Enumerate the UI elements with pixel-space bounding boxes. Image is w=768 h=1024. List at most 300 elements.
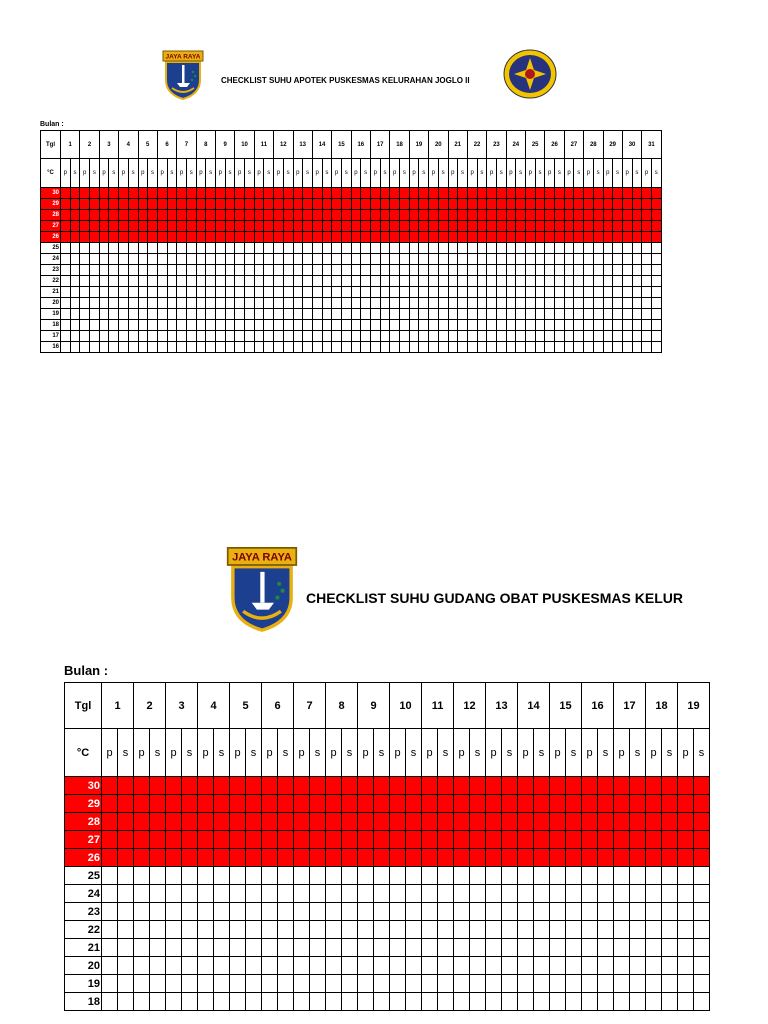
- check-cell[interactable]: [390, 221, 400, 232]
- check-cell[interactable]: [138, 254, 148, 265]
- check-cell[interactable]: [518, 903, 534, 921]
- check-cell[interactable]: [526, 276, 536, 287]
- check-cell[interactable]: [128, 221, 138, 232]
- check-cell[interactable]: [438, 849, 454, 867]
- check-cell[interactable]: [642, 243, 652, 254]
- check-cell[interactable]: [458, 331, 468, 342]
- check-cell[interactable]: [312, 265, 322, 276]
- check-cell[interactable]: [80, 331, 90, 342]
- check-cell[interactable]: [496, 342, 506, 353]
- check-cell[interactable]: [109, 232, 119, 243]
- check-cell[interactable]: [157, 342, 167, 353]
- check-cell[interactable]: [566, 939, 582, 957]
- check-cell[interactable]: [246, 849, 262, 867]
- check-cell[interactable]: [148, 331, 158, 342]
- check-cell[interactable]: [246, 957, 262, 975]
- check-cell[interactable]: [584, 210, 594, 221]
- check-cell[interactable]: [535, 287, 545, 298]
- check-cell[interactable]: [678, 813, 694, 831]
- check-cell[interactable]: [448, 243, 458, 254]
- check-cell[interactable]: [109, 254, 119, 265]
- check-cell[interactable]: [614, 903, 630, 921]
- check-cell[interactable]: [564, 243, 574, 254]
- check-cell[interactable]: [90, 320, 100, 331]
- check-cell[interactable]: [630, 993, 646, 1011]
- check-cell[interactable]: [128, 309, 138, 320]
- check-cell[interactable]: [506, 287, 516, 298]
- check-cell[interactable]: [138, 331, 148, 342]
- check-cell[interactable]: [148, 265, 158, 276]
- check-cell[interactable]: [90, 221, 100, 232]
- check-cell[interactable]: [351, 210, 361, 221]
- check-cell[interactable]: [438, 298, 448, 309]
- check-cell[interactable]: [486, 939, 502, 957]
- check-cell[interactable]: [622, 199, 632, 210]
- check-cell[interactable]: [90, 287, 100, 298]
- check-cell[interactable]: [419, 243, 429, 254]
- check-cell[interactable]: [458, 287, 468, 298]
- check-cell[interactable]: [678, 777, 694, 795]
- check-cell[interactable]: [603, 287, 613, 298]
- check-cell[interactable]: [574, 232, 584, 243]
- check-cell[interactable]: [294, 885, 310, 903]
- check-cell[interactable]: [278, 975, 294, 993]
- check-cell[interactable]: [186, 331, 196, 342]
- check-cell[interactable]: [118, 777, 134, 795]
- check-cell[interactable]: [630, 939, 646, 957]
- check-cell[interactable]: [614, 885, 630, 903]
- check-cell[interactable]: [332, 276, 342, 287]
- check-cell[interactable]: [371, 210, 381, 221]
- check-cell[interactable]: [487, 199, 497, 210]
- check-cell[interactable]: [278, 813, 294, 831]
- check-cell[interactable]: [646, 975, 662, 993]
- check-cell[interactable]: [422, 777, 438, 795]
- check-cell[interactable]: [438, 188, 448, 199]
- check-cell[interactable]: [622, 309, 632, 320]
- check-cell[interactable]: [555, 298, 565, 309]
- check-cell[interactable]: [157, 320, 167, 331]
- check-cell[interactable]: [380, 232, 390, 243]
- check-cell[interactable]: [486, 993, 502, 1011]
- check-cell[interactable]: [662, 921, 678, 939]
- check-cell[interactable]: [138, 188, 148, 199]
- check-cell[interactable]: [138, 320, 148, 331]
- check-cell[interactable]: [502, 993, 518, 1011]
- check-cell[interactable]: [278, 921, 294, 939]
- check-cell[interactable]: [332, 199, 342, 210]
- check-cell[interactable]: [550, 993, 566, 1011]
- check-cell[interactable]: [632, 276, 642, 287]
- check-cell[interactable]: [177, 188, 187, 199]
- check-cell[interactable]: [574, 199, 584, 210]
- check-cell[interactable]: [225, 298, 235, 309]
- check-cell[interactable]: [150, 993, 166, 1011]
- check-cell[interactable]: [535, 199, 545, 210]
- check-cell[interactable]: [390, 957, 406, 975]
- check-cell[interactable]: [119, 331, 129, 342]
- check-cell[interactable]: [574, 243, 584, 254]
- check-cell[interactable]: [102, 921, 118, 939]
- check-cell[interactable]: [128, 243, 138, 254]
- check-cell[interactable]: [496, 243, 506, 254]
- check-cell[interactable]: [128, 265, 138, 276]
- check-cell[interactable]: [526, 254, 536, 265]
- check-cell[interactable]: [119, 342, 129, 353]
- check-cell[interactable]: [225, 210, 235, 221]
- check-cell[interactable]: [371, 309, 381, 320]
- check-cell[interactable]: [167, 287, 177, 298]
- check-cell[interactable]: [380, 320, 390, 331]
- check-cell[interactable]: [603, 342, 613, 353]
- check-cell[interactable]: [496, 188, 506, 199]
- check-cell[interactable]: [102, 903, 118, 921]
- check-cell[interactable]: [651, 221, 661, 232]
- check-cell[interactable]: [613, 243, 623, 254]
- check-cell[interactable]: [487, 320, 497, 331]
- check-cell[interactable]: [283, 331, 293, 342]
- check-cell[interactable]: [332, 320, 342, 331]
- check-cell[interactable]: [502, 777, 518, 795]
- check-cell[interactable]: [448, 342, 458, 353]
- check-cell[interactable]: [214, 957, 230, 975]
- check-cell[interactable]: [429, 254, 439, 265]
- check-cell[interactable]: [138, 199, 148, 210]
- check-cell[interactable]: [448, 298, 458, 309]
- check-cell[interactable]: [312, 254, 322, 265]
- check-cell[interactable]: [622, 298, 632, 309]
- check-cell[interactable]: [593, 309, 603, 320]
- check-cell[interactable]: [380, 309, 390, 320]
- check-cell[interactable]: [150, 795, 166, 813]
- check-cell[interactable]: [274, 254, 284, 265]
- check-cell[interactable]: [206, 254, 216, 265]
- check-cell[interactable]: [303, 331, 313, 342]
- check-cell[interactable]: [254, 276, 264, 287]
- check-cell[interactable]: [518, 777, 534, 795]
- check-cell[interactable]: [246, 867, 262, 885]
- check-cell[interactable]: [61, 265, 71, 276]
- check-cell[interactable]: [518, 795, 534, 813]
- check-cell[interactable]: [371, 331, 381, 342]
- check-cell[interactable]: [470, 921, 486, 939]
- check-cell[interactable]: [230, 993, 246, 1011]
- check-cell[interactable]: [186, 243, 196, 254]
- check-cell[interactable]: [303, 309, 313, 320]
- check-cell[interactable]: [400, 232, 410, 243]
- check-cell[interactable]: [80, 298, 90, 309]
- check-cell[interactable]: [186, 276, 196, 287]
- check-cell[interactable]: [390, 903, 406, 921]
- check-cell[interactable]: [584, 188, 594, 199]
- check-cell[interactable]: [694, 957, 710, 975]
- check-cell[interactable]: [487, 265, 497, 276]
- check-cell[interactable]: [409, 210, 419, 221]
- check-cell[interactable]: [534, 975, 550, 993]
- check-cell[interactable]: [429, 309, 439, 320]
- check-cell[interactable]: [477, 309, 487, 320]
- check-cell[interactable]: [406, 867, 422, 885]
- check-cell[interactable]: [438, 309, 448, 320]
- check-cell[interactable]: [566, 867, 582, 885]
- check-cell[interactable]: [128, 210, 138, 221]
- check-cell[interactable]: [438, 885, 454, 903]
- check-cell[interactable]: [186, 309, 196, 320]
- check-cell[interactable]: [167, 232, 177, 243]
- check-cell[interactable]: [374, 867, 390, 885]
- check-cell[interactable]: [550, 957, 566, 975]
- check-cell[interactable]: [99, 298, 109, 309]
- check-cell[interactable]: [235, 342, 245, 353]
- check-cell[interactable]: [351, 243, 361, 254]
- check-cell[interactable]: [245, 276, 255, 287]
- check-cell[interactable]: [582, 831, 598, 849]
- check-cell[interactable]: [613, 309, 623, 320]
- check-cell[interactable]: [341, 320, 351, 331]
- check-cell[interactable]: [535, 188, 545, 199]
- check-cell[interactable]: [225, 320, 235, 331]
- check-cell[interactable]: [322, 254, 332, 265]
- check-cell[interactable]: [429, 265, 439, 276]
- check-cell[interactable]: [516, 331, 526, 342]
- check-cell[interactable]: [582, 957, 598, 975]
- check-cell[interactable]: [166, 885, 182, 903]
- check-cell[interactable]: [448, 221, 458, 232]
- check-cell[interactable]: [467, 342, 477, 353]
- check-cell[interactable]: [487, 221, 497, 232]
- check-cell[interactable]: [361, 342, 371, 353]
- check-cell[interactable]: [545, 188, 555, 199]
- check-cell[interactable]: [506, 265, 516, 276]
- check-cell[interactable]: [374, 993, 390, 1011]
- check-cell[interactable]: [196, 199, 206, 210]
- check-cell[interactable]: [419, 298, 429, 309]
- check-cell[interactable]: [622, 276, 632, 287]
- check-cell[interactable]: [518, 885, 534, 903]
- check-cell[interactable]: [119, 254, 129, 265]
- check-cell[interactable]: [361, 254, 371, 265]
- check-cell[interactable]: [90, 276, 100, 287]
- check-cell[interactable]: [102, 849, 118, 867]
- check-cell[interactable]: [254, 331, 264, 342]
- check-cell[interactable]: [678, 867, 694, 885]
- check-cell[interactable]: [603, 221, 613, 232]
- check-cell[interactable]: [566, 903, 582, 921]
- check-cell[interactable]: [630, 795, 646, 813]
- check-cell[interactable]: [574, 298, 584, 309]
- check-cell[interactable]: [409, 342, 419, 353]
- check-cell[interactable]: [118, 993, 134, 1011]
- check-cell[interactable]: [342, 831, 358, 849]
- check-cell[interactable]: [470, 957, 486, 975]
- check-cell[interactable]: [419, 199, 429, 210]
- check-cell[interactable]: [206, 188, 216, 199]
- check-cell[interactable]: [613, 342, 623, 353]
- check-cell[interactable]: [646, 957, 662, 975]
- check-cell[interactable]: [294, 975, 310, 993]
- check-cell[interactable]: [312, 243, 322, 254]
- check-cell[interactable]: [283, 309, 293, 320]
- check-cell[interactable]: [196, 210, 206, 221]
- check-cell[interactable]: [198, 921, 214, 939]
- check-cell[interactable]: [506, 254, 516, 265]
- check-cell[interactable]: [157, 199, 167, 210]
- check-cell[interactable]: [409, 199, 419, 210]
- check-cell[interactable]: [128, 188, 138, 199]
- check-cell[interactable]: [371, 276, 381, 287]
- check-cell[interactable]: [254, 210, 264, 221]
- check-cell[interactable]: [694, 849, 710, 867]
- check-cell[interactable]: [303, 342, 313, 353]
- check-cell[interactable]: [534, 921, 550, 939]
- check-cell[interactable]: [487, 298, 497, 309]
- check-cell[interactable]: [390, 298, 400, 309]
- check-cell[interactable]: [118, 957, 134, 975]
- check-cell[interactable]: [535, 210, 545, 221]
- check-cell[interactable]: [406, 813, 422, 831]
- check-cell[interactable]: [371, 254, 381, 265]
- check-cell[interactable]: [584, 342, 594, 353]
- check-cell[interactable]: [526, 210, 536, 221]
- check-cell[interactable]: [477, 342, 487, 353]
- check-cell[interactable]: [235, 199, 245, 210]
- check-cell[interactable]: [400, 276, 410, 287]
- check-cell[interactable]: [264, 254, 274, 265]
- check-cell[interactable]: [454, 903, 470, 921]
- check-cell[interactable]: [216, 221, 226, 232]
- check-cell[interactable]: [182, 795, 198, 813]
- check-cell[interactable]: [662, 903, 678, 921]
- check-cell[interactable]: [380, 199, 390, 210]
- check-cell[interactable]: [438, 957, 454, 975]
- check-cell[interactable]: [526, 287, 536, 298]
- check-cell[interactable]: [458, 309, 468, 320]
- check-cell[interactable]: [374, 903, 390, 921]
- check-cell[interactable]: [582, 939, 598, 957]
- check-cell[interactable]: [598, 921, 614, 939]
- check-cell[interactable]: [206, 287, 216, 298]
- check-cell[interactable]: [177, 331, 187, 342]
- check-cell[interactable]: [422, 885, 438, 903]
- check-cell[interactable]: [118, 885, 134, 903]
- check-cell[interactable]: [186, 221, 196, 232]
- check-cell[interactable]: [177, 342, 187, 353]
- check-cell[interactable]: [254, 221, 264, 232]
- check-cell[interactable]: [102, 777, 118, 795]
- check-cell[interactable]: [274, 298, 284, 309]
- check-cell[interactable]: [448, 199, 458, 210]
- check-cell[interactable]: [651, 320, 661, 331]
- check-cell[interactable]: [534, 957, 550, 975]
- check-cell[interactable]: [419, 331, 429, 342]
- check-cell[interactable]: [186, 320, 196, 331]
- check-cell[interactable]: [206, 309, 216, 320]
- check-cell[interactable]: [186, 254, 196, 265]
- check-cell[interactable]: [448, 265, 458, 276]
- check-cell[interactable]: [102, 831, 118, 849]
- check-cell[interactable]: [614, 849, 630, 867]
- check-cell[interactable]: [246, 975, 262, 993]
- check-cell[interactable]: [294, 795, 310, 813]
- check-cell[interactable]: [390, 993, 406, 1011]
- check-cell[interactable]: [518, 921, 534, 939]
- check-cell[interactable]: [264, 309, 274, 320]
- check-cell[interactable]: [545, 199, 555, 210]
- check-cell[interactable]: [518, 993, 534, 1011]
- check-cell[interactable]: [662, 867, 678, 885]
- check-cell[interactable]: [148, 342, 158, 353]
- check-cell[interactable]: [332, 210, 342, 221]
- check-cell[interactable]: [448, 254, 458, 265]
- check-cell[interactable]: [584, 309, 594, 320]
- check-cell[interactable]: [406, 975, 422, 993]
- check-cell[interactable]: [516, 188, 526, 199]
- check-cell[interactable]: [358, 957, 374, 975]
- check-cell[interactable]: [438, 813, 454, 831]
- check-cell[interactable]: [454, 885, 470, 903]
- check-cell[interactable]: [555, 342, 565, 353]
- check-cell[interactable]: [198, 903, 214, 921]
- check-cell[interactable]: [312, 210, 322, 221]
- check-cell[interactable]: [535, 298, 545, 309]
- check-cell[interactable]: [555, 320, 565, 331]
- check-cell[interactable]: [90, 331, 100, 342]
- check-cell[interactable]: [361, 210, 371, 221]
- check-cell[interactable]: [642, 199, 652, 210]
- check-cell[interactable]: [235, 276, 245, 287]
- check-cell[interactable]: [312, 199, 322, 210]
- check-cell[interactable]: [502, 975, 518, 993]
- check-cell[interactable]: [341, 287, 351, 298]
- check-cell[interactable]: [438, 265, 448, 276]
- check-cell[interactable]: [694, 903, 710, 921]
- check-cell[interactable]: [555, 254, 565, 265]
- check-cell[interactable]: [358, 795, 374, 813]
- check-cell[interactable]: [128, 254, 138, 265]
- check-cell[interactable]: [374, 885, 390, 903]
- check-cell[interactable]: [312, 298, 322, 309]
- check-cell[interactable]: [150, 885, 166, 903]
- check-cell[interactable]: [119, 243, 129, 254]
- check-cell[interactable]: [358, 993, 374, 1011]
- check-cell[interactable]: [409, 276, 419, 287]
- check-cell[interactable]: [371, 232, 381, 243]
- check-cell[interactable]: [109, 199, 119, 210]
- check-cell[interactable]: [622, 265, 632, 276]
- check-cell[interactable]: [438, 975, 454, 993]
- check-cell[interactable]: [235, 309, 245, 320]
- check-cell[interactable]: [119, 210, 129, 221]
- check-cell[interactable]: [167, 210, 177, 221]
- check-cell[interactable]: [182, 903, 198, 921]
- check-cell[interactable]: [148, 287, 158, 298]
- check-cell[interactable]: [102, 957, 118, 975]
- check-cell[interactable]: [496, 287, 506, 298]
- check-cell[interactable]: [214, 921, 230, 939]
- check-cell[interactable]: [545, 276, 555, 287]
- check-cell[interactable]: [555, 199, 565, 210]
- check-cell[interactable]: [166, 921, 182, 939]
- check-cell[interactable]: [694, 867, 710, 885]
- check-cell[interactable]: [235, 232, 245, 243]
- check-cell[interactable]: [496, 331, 506, 342]
- check-cell[interactable]: [622, 342, 632, 353]
- check-cell[interactable]: [182, 885, 198, 903]
- check-cell[interactable]: [198, 885, 214, 903]
- check-cell[interactable]: [487, 232, 497, 243]
- check-cell[interactable]: [245, 287, 255, 298]
- check-cell[interactable]: [458, 265, 468, 276]
